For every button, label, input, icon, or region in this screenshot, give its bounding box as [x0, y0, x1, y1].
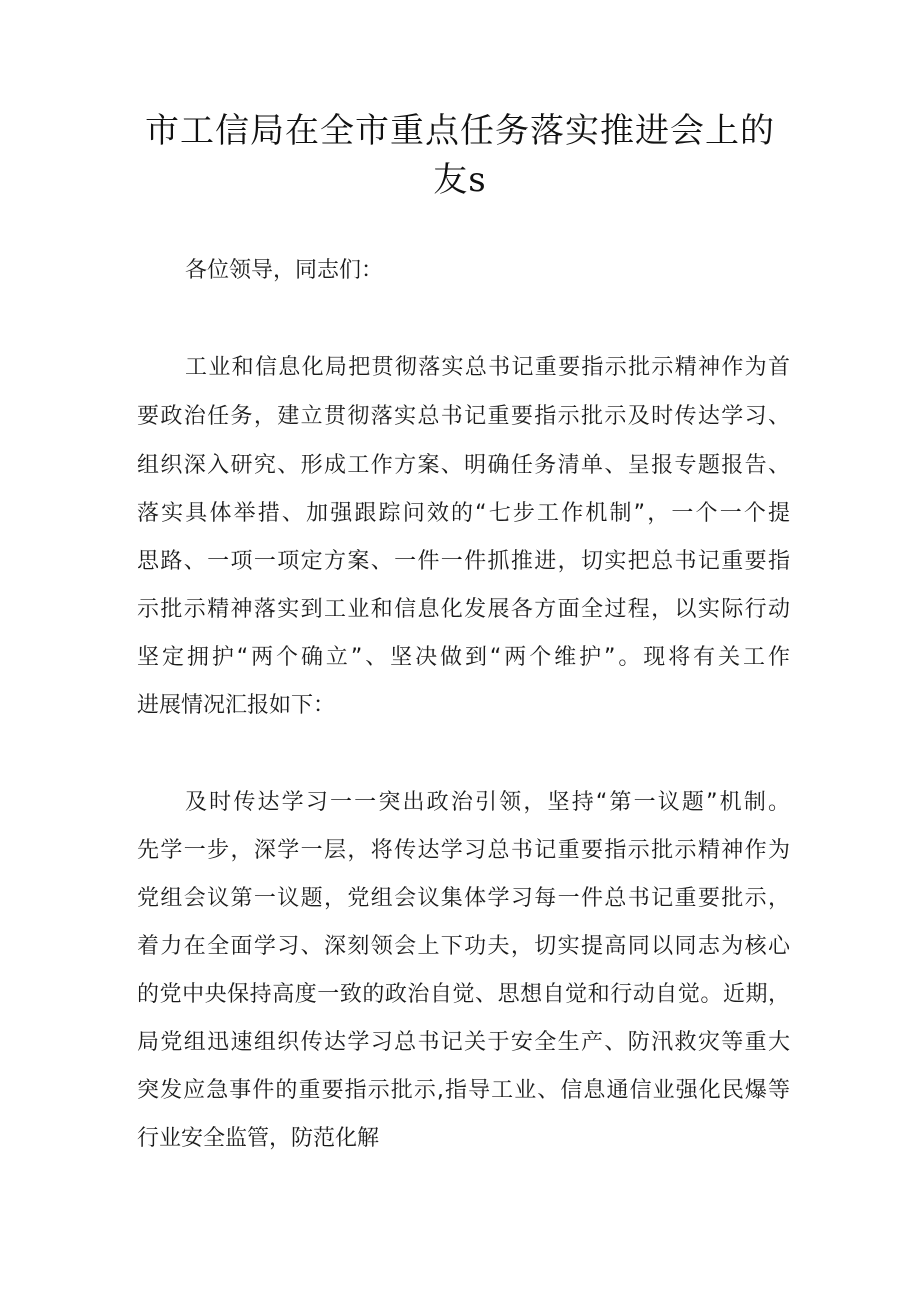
- paragraph-2-line: 及时传达学习一一突出政治引领，坚持“第一议题”机制。: [185, 790, 790, 815]
- paragraph-1-line: 组织深入研究、形成工作方案、明确任务清单、呈报专题报告、: [137, 453, 790, 478]
- paragraph-1-line: 坚定拥护“两个确立”、坚决做到“两个维护”。现将有关工作: [137, 645, 790, 670]
- paragraph-1-line: 落实具体举措、加强跟踪问效的“七步工作机制”，一个一个提: [137, 501, 790, 526]
- document-title-line-2: 友s: [433, 160, 487, 200]
- paragraph-2-line: 的党中央保持高度一致的政治自觉、思想自觉和行动自觉。近期，: [137, 982, 790, 1007]
- paragraph-1-line: 进展情况汇报如下：: [137, 693, 336, 718]
- paragraph-1-line: 要政治任务，建立贯彻落实总书记重要指示批示及时传达学习、: [137, 404, 790, 429]
- paragraph-2-line: 局党组迅速组织传达学习总书记关于安全生产、防汛救灾等重大: [137, 1030, 790, 1055]
- paragraph-1-line: 工业和信息化局把贯彻落实总书记重要指示批示精神作为首: [185, 355, 790, 380]
- paragraph-2-line: 先学一步，深学一层，将传达学习总书记重要指示批示精神作为: [137, 838, 790, 863]
- paragraph-1-line: 示批示精神落实到工业和信息化发展各方面全过程，以实际行动: [137, 597, 790, 622]
- paragraph-2-line: 党组会议第一议题，党组会议集体学习每一件总书记重要批示，: [137, 886, 790, 911]
- paragraph-2-line: 行业安全监管，防范化解: [137, 1126, 380, 1151]
- paragraph-1-line: 思路、一项一项定方案、一件一件抓推进，切实把总书记重要指: [137, 549, 790, 574]
- paragraph-2-line: 突发应急事件的重要指示批示,指导工业、信息通信业强化民爆等: [137, 1078, 790, 1103]
- document-title-line-1: 市工信局在全市重点任务落实推进会上的: [145, 111, 775, 151]
- paragraph-2-line: 着力在全面学习、深刻领会上下功夫，切实提高同以同志为核心: [137, 934, 790, 959]
- salutation: 各位领导，同志们：: [185, 258, 384, 283]
